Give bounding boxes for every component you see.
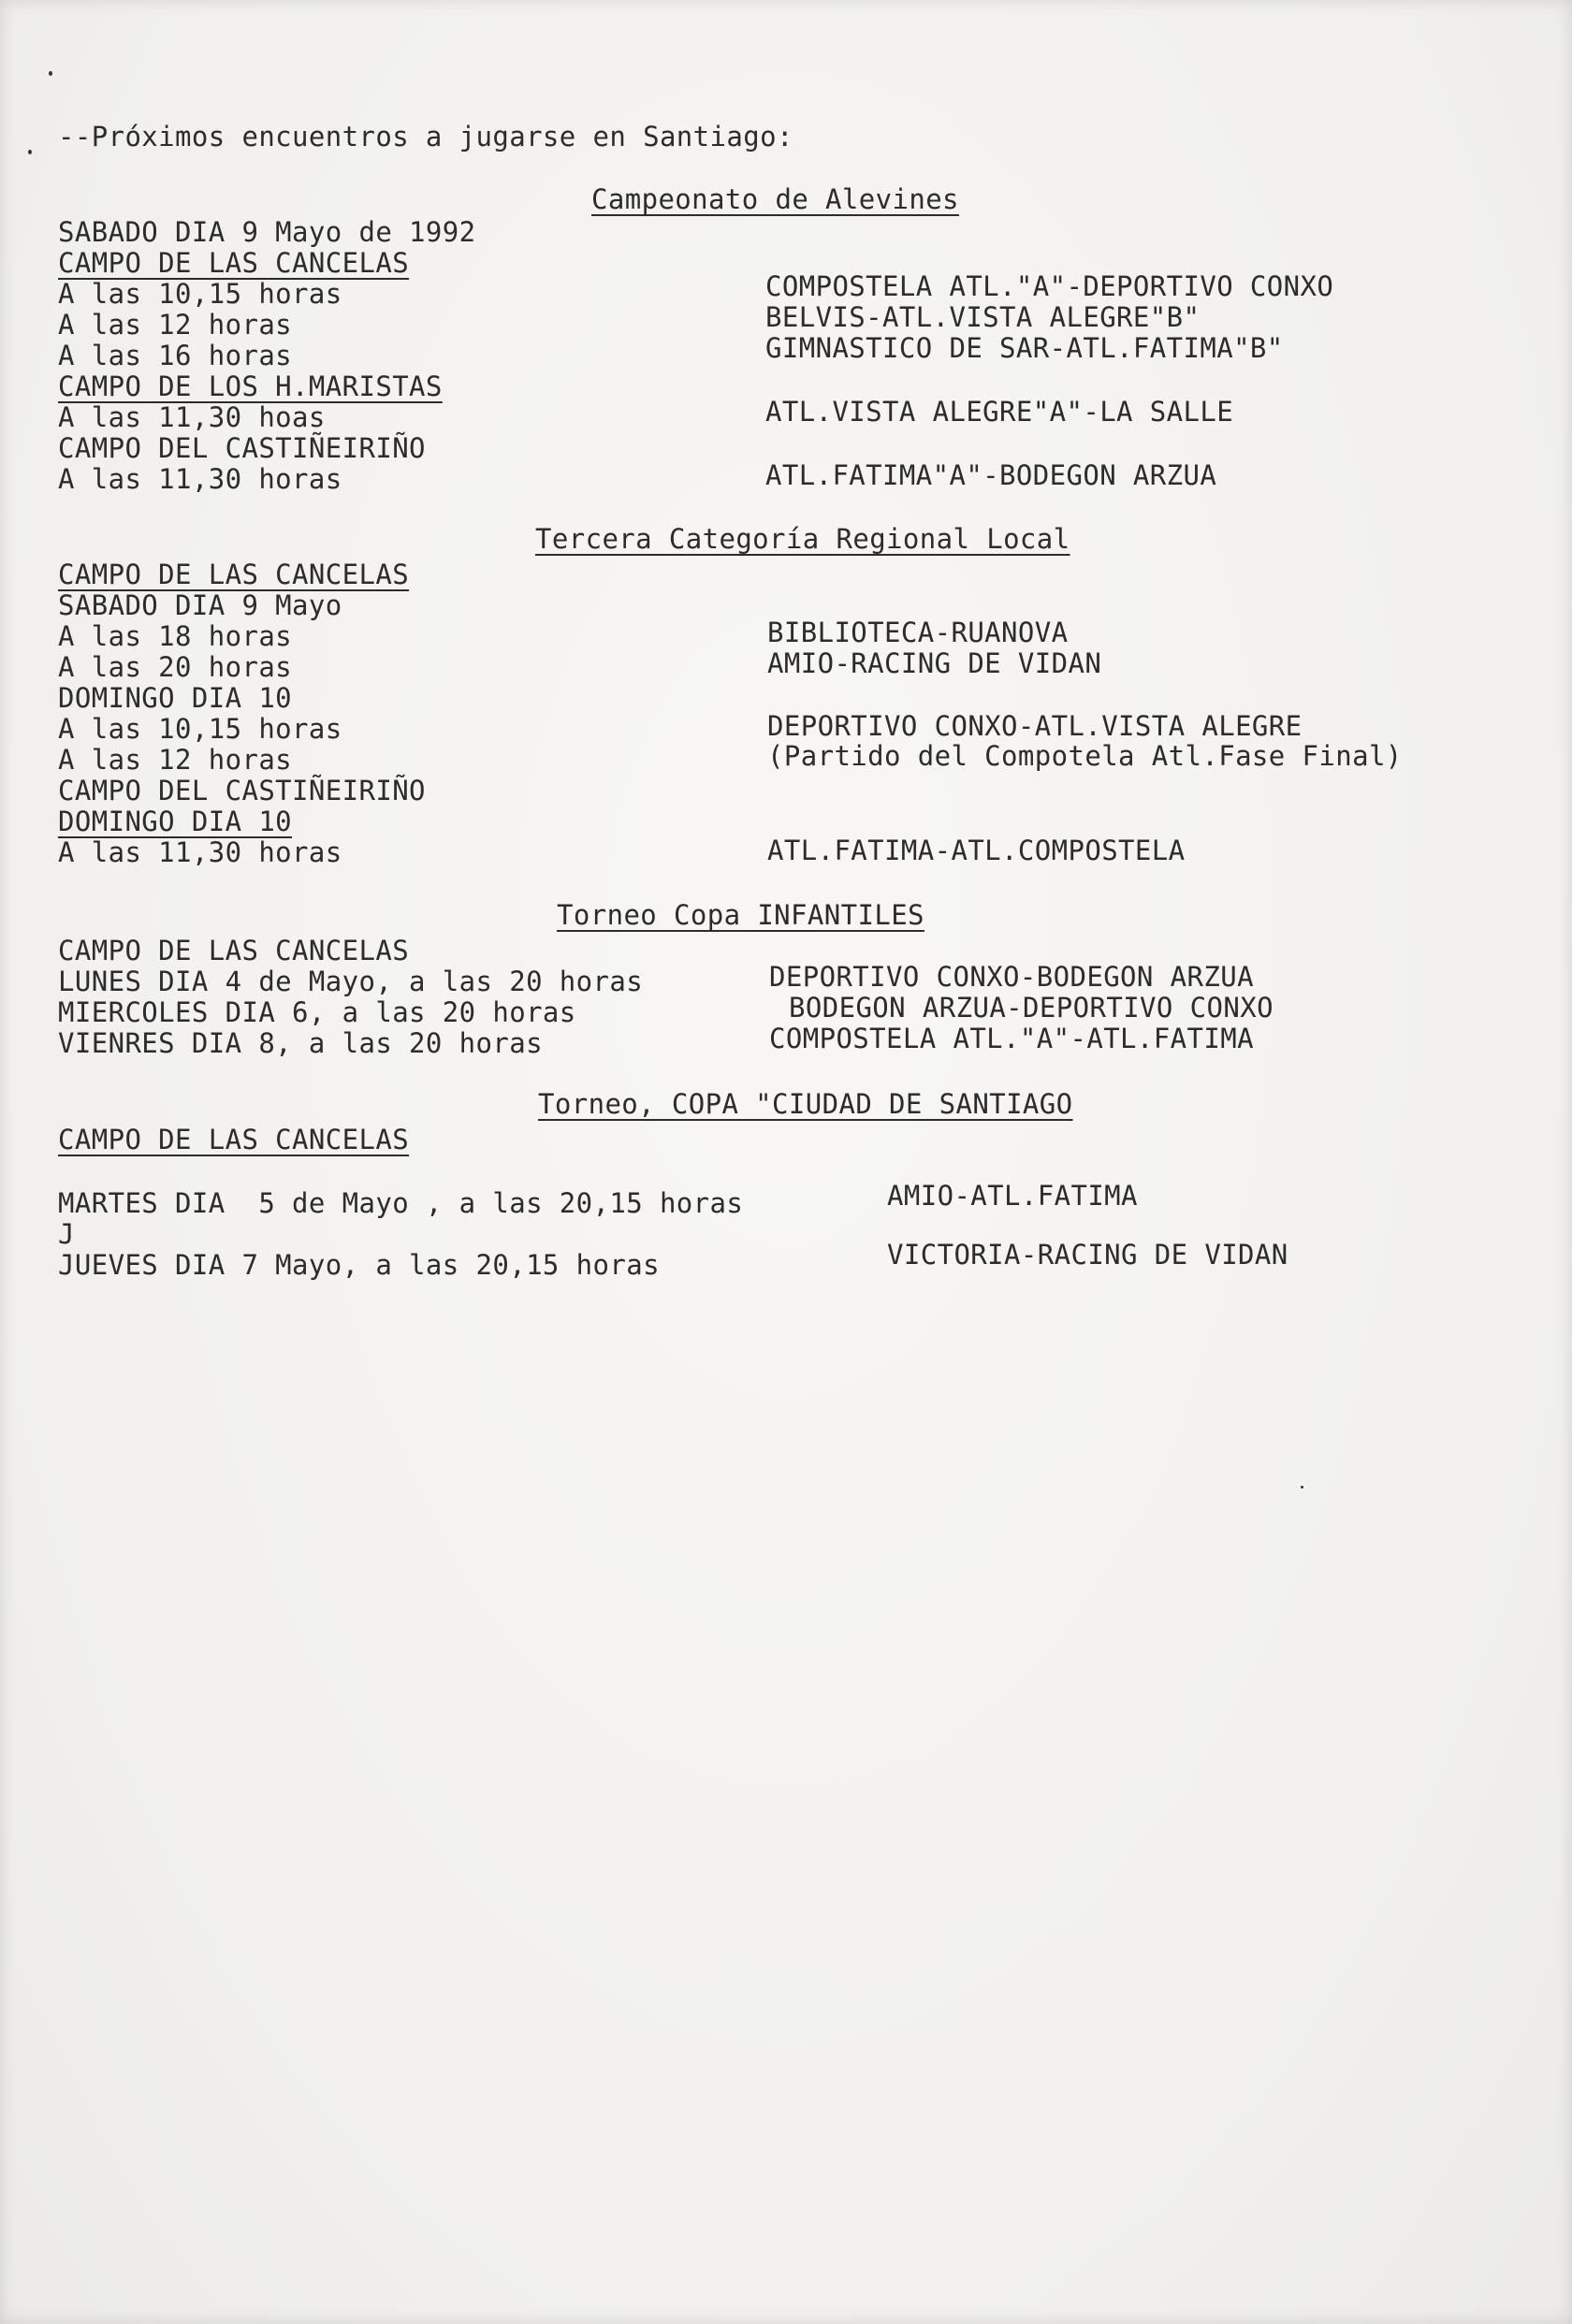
tercera-time-5: A las 11,30 horas bbox=[58, 836, 342, 868]
tercera-time-3: A las 10,15 horas bbox=[58, 713, 342, 745]
margin-mark bbox=[28, 150, 32, 154]
ciudad-date-2: JUEVES DIA 7 Mayo, a las 20,15 horas bbox=[58, 1249, 660, 1281]
intro-heading: --Próximos encuentros a jugarse en Santiago: bbox=[58, 121, 793, 153]
alevines-time-1: A las 10,15 horas bbox=[58, 278, 342, 310]
alevines-time-5: A las 11,30 horas bbox=[58, 463, 342, 495]
infantiles-date-3: VIENRES DIA 8, a las 20 horas bbox=[58, 1027, 543, 1059]
tercera-venue-cancelas: CAMPO DE LAS CANCELAS bbox=[58, 559, 410, 590]
alevines-date: SABADO DIA 9 Mayo de 1992 bbox=[58, 216, 476, 248]
infantiles-date-2: MIERCOLES DIA 6, a las 20 horas bbox=[58, 996, 576, 1028]
ciudad-venue: CAMPO DE LAS CANCELAS bbox=[58, 1124, 410, 1155]
tercera-date-sabado: SABADO DIA 9 Mayo bbox=[58, 589, 342, 621]
tercera-match-note: (Partido del Compotela Atl.Fase Final) bbox=[767, 740, 1403, 772]
infantiles-venue: CAMPO DE LAS CANCELAS bbox=[58, 935, 410, 966]
alevines-venue-cancelas: CAMPO DE LAS CANCELAS bbox=[58, 247, 410, 279]
tercera-match-5: ATL.FATIMA-ATL.COMPOSTELA bbox=[767, 835, 1186, 866]
alevines-match-3: GIMNASTICO DE SAR-ATL.FATIMA"B" bbox=[765, 332, 1284, 364]
alevines-match-4: ATL.VISTA ALEGRE"A"-LA SALLE bbox=[765, 396, 1234, 428]
alevines-match-2: BELVIS-ATL.VISTA ALEGRE"B" bbox=[765, 301, 1201, 333]
tercera-match-3: DEPORTIVO CONXO-ATL.VISTA ALEGRE bbox=[767, 710, 1303, 742]
ciudad-stray-j: J bbox=[58, 1218, 75, 1250]
infantiles-match-3: COMPOSTELA ATL."A"-ATL.FATIMA bbox=[769, 1023, 1254, 1054]
alevines-time-4: A las 11,30 hoas bbox=[58, 401, 326, 433]
tercera-time-2: A las 20 horas bbox=[58, 651, 293, 683]
alevines-match-1: COMPOSTELA ATL."A"-DEPORTIVO CONXO bbox=[765, 270, 1334, 302]
section-title-ciudad: Torneo, COPA "CIUDAD DE SANTIAGO bbox=[538, 1088, 1073, 1120]
tercera-time-1: A las 18 horas bbox=[58, 620, 293, 652]
alevines-venue-maristas: CAMPO DE LOS H.MARISTAS bbox=[58, 370, 443, 402]
section-title-alevines: Campeonato de Alevines bbox=[591, 183, 959, 215]
alevines-venue-castineirino: CAMPO DEL CASTIÑEIRIÑO bbox=[58, 432, 426, 464]
section-title-tercera: Tercera Categoría Regional Local bbox=[535, 523, 1070, 555]
ciudad-date-1: MARTES DIA 5 de Mayo , a las 20,15 horas bbox=[58, 1187, 744, 1219]
section-title-infantiles: Torneo Copa INFANTILES bbox=[557, 899, 924, 931]
tercera-match-1: BIBLIOTECA-RUANOVA bbox=[767, 617, 1069, 648]
tercera-date-domingo-2: DOMINGO DIA 10 bbox=[58, 806, 293, 837]
ciudad-match-1: AMIO-ATL.FATIMA bbox=[887, 1180, 1138, 1212]
infantiles-match-1: DEPORTIVO CONXO-BODEGON ARZUA bbox=[769, 961, 1254, 993]
tercera-venue-castineirino: CAMPO DEL CASTIÑEIRIÑO bbox=[58, 775, 426, 806]
alevines-match-5: ATL.FATIMA"A"-BODEGON ARZUA bbox=[765, 459, 1217, 491]
speck bbox=[1301, 1486, 1303, 1489]
alevines-time-3: A las 16 horas bbox=[58, 340, 293, 371]
margin-mark bbox=[49, 71, 52, 76]
tercera-date-domingo: DOMINGO DIA 10 bbox=[58, 682, 293, 714]
infantiles-date-1: LUNES DIA 4 de Mayo, a las 20 horas bbox=[58, 966, 644, 997]
tercera-time-4: A las 12 horas bbox=[58, 744, 293, 776]
infantiles-match-2: BODEGON ARZUA-DEPORTIVO CONXO bbox=[789, 992, 1274, 1024]
tercera-match-2: AMIO-RACING DE VIDAN bbox=[767, 647, 1102, 679]
ciudad-match-2: VICTORIA-RACING DE VIDAN bbox=[887, 1239, 1288, 1271]
alevines-time-2: A las 12 horas bbox=[58, 309, 293, 341]
